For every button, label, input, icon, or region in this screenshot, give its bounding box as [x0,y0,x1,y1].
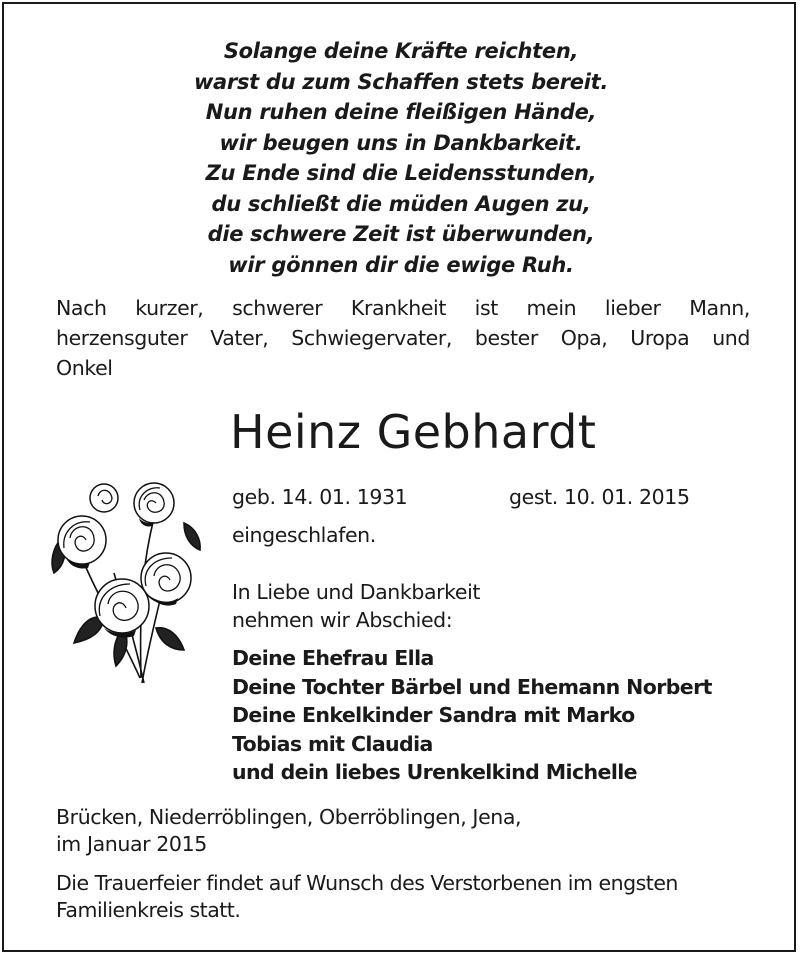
funeral-line: Die Trauerfeier findet auf Wunsch des Verstorbenen im engsten [56,871,678,895]
family-member: Deine Ehefrau Ella [232,646,434,670]
intro-line: herzensguter Vater, Schwiegervater, bester Opa, Uropa und [56,326,750,350]
deceased-name: Heinz Gebhardt [230,405,597,459]
place-line: Brücken, Niederröblingen, Oberröblingen, Jena, [56,805,522,829]
poem-line: du schließt die müden Augen zu, [211,191,591,216]
poem [4,36,798,280]
funeral-note [56,870,678,924]
poem-line: Solange deine Kräfte reichten, [223,39,579,63]
place-line: im Januar 2015 [56,832,207,856]
poem-line: Zu Ende sind die Leidensstunden, [205,161,597,185]
family-member: Deine Tochter Bärbel und Ehemann Norbert [232,674,712,699]
intro-line: Onkel [56,356,113,380]
family-member: Tobias mit Claudia [232,731,433,756]
farewell-text [232,578,480,634]
intro-line: Nach kurzer, schwerer Krankheit ist mein lieber Mann, [56,296,750,320]
farewell-line: nehmen wir Abschied: [232,608,453,632]
birth-date: geb. 14. 01. 1931 [232,485,408,509]
death-date: gest. 10. 01. 2015 [509,485,690,509]
family-list [232,644,712,787]
roses-icon [44,478,204,688]
farewell-line: In Liebe und Dankbarkeit [232,580,481,604]
poem-line: wir beugen uns in Dankbarkeit. [219,130,583,155]
family-member: und dein liebes Urenkelkind Michelle [232,760,637,784]
place-date [56,804,521,858]
poem-line: Nun ruhen deine fleißigen Hände, [205,100,597,124]
poem-line: warst du zum Schaffen stets bereit. [193,69,609,94]
asleep-text: eingeschlafen. [232,523,376,547]
family-member: Deine Enkelkinder Sandra mit Marko [232,703,635,727]
funeral-line: Familienkreis statt. [56,898,241,922]
intro-text [56,293,750,383]
obituary-frame [2,2,796,952]
poem-line: wir gönnen dir die ewige Ruh. [228,252,574,277]
poem-line: die schwere Zeit ist überwunden, [207,222,595,246]
